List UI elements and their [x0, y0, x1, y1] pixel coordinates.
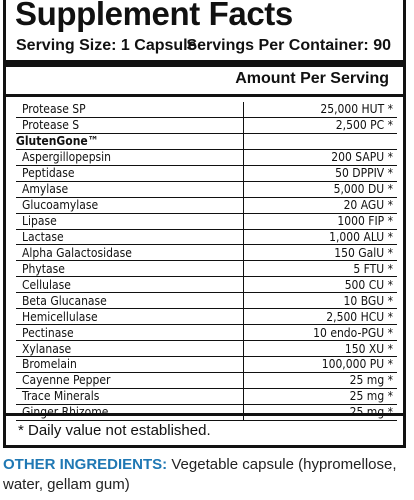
ingredient-name: Hemicellulase	[16, 309, 243, 325]
footnote: * Daily value not established.	[18, 422, 211, 439]
ingredient-name: Lactase	[16, 229, 243, 245]
ingredient-name: Peptidase	[16, 165, 243, 181]
ingredient-amount: 25 mg *	[243, 388, 397, 404]
ingredient-amount: 1000 FIP *	[243, 213, 397, 229]
table-row	[16, 309, 397, 325]
ingredient-amount: 20 AGU *	[243, 197, 397, 213]
ingredient-name: Bromelain	[16, 357, 243, 373]
ingredient-amount: 2,500 HCU *	[243, 309, 397, 325]
table-row	[16, 341, 397, 357]
servings-per-container: Servings Per Container: 90	[186, 37, 391, 54]
table-row	[16, 102, 397, 117]
panel-title: Supplement Facts	[15, 0, 293, 32]
ingredient-name: Xylanase	[16, 341, 243, 357]
ingredient-name: Protease SP	[16, 102, 243, 117]
serving-size: Serving Size: 1 Capsule	[16, 37, 197, 54]
table-row	[16, 245, 397, 261]
ingredient-amount: 200 SAPU *	[243, 149, 397, 165]
ingredient-amount: 500 CU *	[243, 277, 397, 293]
bottom-divider	[6, 413, 403, 416]
ingredient-name: Trace Minerals	[16, 388, 243, 404]
ingredient-amount: 2,500 PC *	[243, 117, 397, 133]
other-ingredients-text: Vegetable capsule (hypromellose, water, gellam gum)	[3, 456, 397, 493]
table-row	[16, 165, 397, 181]
table-row	[16, 229, 397, 245]
ingredient-name: Cellulase	[16, 277, 243, 293]
ingredient-amount: 1,000 ALU *	[243, 229, 397, 245]
ingredient-name: Beta Glucanase	[16, 293, 243, 309]
table-row	[16, 357, 397, 373]
table-row	[16, 277, 397, 293]
ingredient-name: Cayenne Pepper	[16, 372, 243, 388]
ingredient-name: Phytase	[16, 261, 243, 277]
amount-per-serving-header: Amount Per Serving	[235, 70, 389, 87]
table-row	[16, 325, 397, 341]
ingredient-amount: 100,000 PU *	[243, 357, 397, 373]
thick-divider	[6, 60, 403, 67]
table-row	[16, 133, 397, 149]
ingredient-name: Amylase	[16, 181, 243, 197]
ingredient-name: GlutenGone™	[16, 133, 243, 149]
table-row	[16, 149, 397, 165]
ingredient-name: Glucoamylase	[16, 197, 243, 213]
ingredient-name: Pectinase	[16, 325, 243, 341]
ingredient-amount: 10 endo-PGU *	[243, 325, 397, 341]
ingredient-amount: 150 GalU *	[243, 245, 397, 261]
ingredient-amount: 5 FTU *	[243, 261, 397, 277]
ingredients-table	[16, 102, 397, 421]
ingredient-amount: 25,000 HUT *	[243, 102, 397, 117]
ingredient-amount	[243, 133, 397, 149]
table-row	[16, 181, 397, 197]
other-ingredients-label: OTHER INGREDIENTS:	[3, 456, 168, 473]
ingredient-amount: 50 DPPIV *	[243, 165, 397, 181]
table-row	[16, 372, 397, 388]
table-row	[16, 388, 397, 404]
ingredient-amount: 5,000 DU *	[243, 181, 397, 197]
ingredient-name: Protease S	[16, 117, 243, 133]
ingredient-amount: 150 XU *	[243, 341, 397, 357]
ingredient-amount: 25 mg *	[243, 372, 397, 388]
ingredient-name: Lipase	[16, 213, 243, 229]
ingredient-amount: 10 BGU *	[243, 293, 397, 309]
table-row	[16, 261, 397, 277]
ingredient-name: Aspergillopepsin	[16, 149, 243, 165]
ingredient-name: Alpha Galactosidase	[16, 245, 243, 261]
table-row	[16, 293, 397, 309]
table-row	[16, 117, 397, 133]
supplement-facts-panel	[3, 0, 406, 448]
table-row	[16, 197, 397, 213]
header-divider	[6, 94, 403, 97]
other-ingredients	[3, 455, 413, 495]
table-row	[16, 213, 397, 229]
